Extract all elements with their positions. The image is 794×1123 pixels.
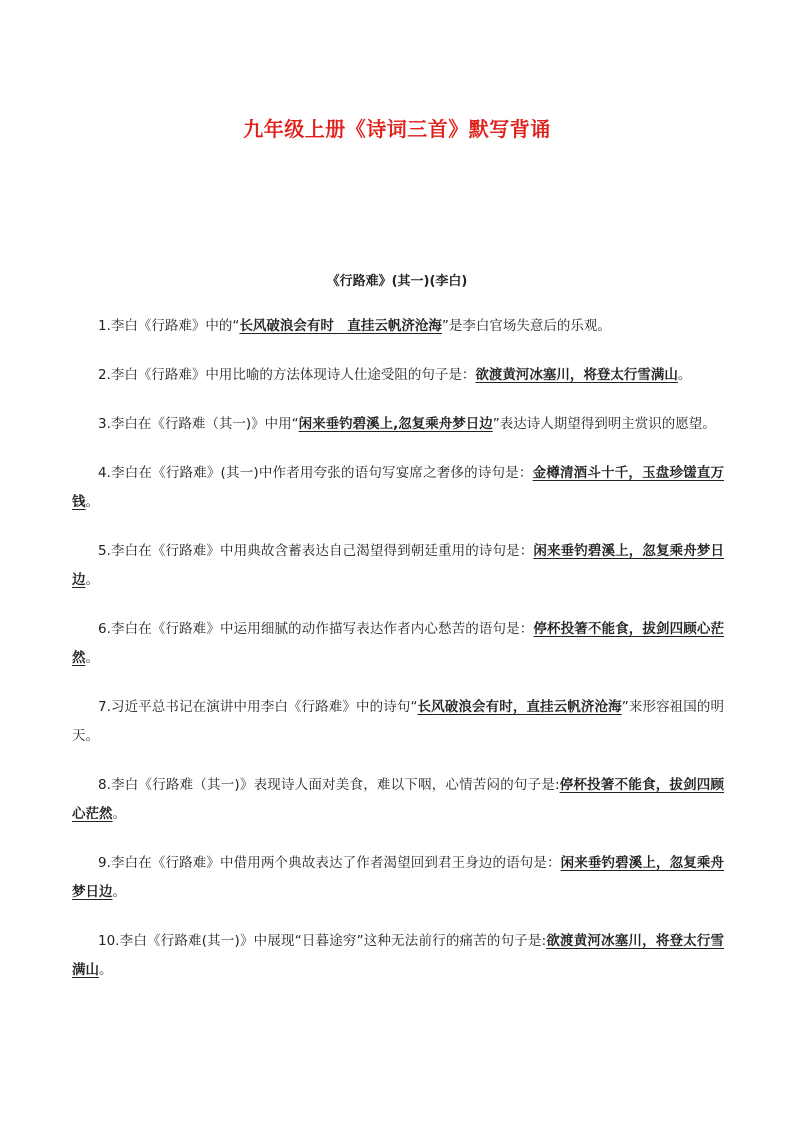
- question-item: [72, 312, 724, 341]
- question-text-end: 。: [112, 884, 126, 900]
- question-text: 2.李白《行路难》中用比喻的方法体现诗人仕途受阻的句子是：: [98, 367, 476, 383]
- answer-text: 金樽清酒斗十千，玉盘珍馐直万钱: [72, 465, 725, 510]
- answer-text: 闲来垂钓碧溪上,忽复乘舟梦日边: [298, 416, 493, 432]
- answer-text: 闲来垂钓碧溪上，忽复乘舟梦日边: [72, 855, 724, 900]
- answer-text: 停杯投箸不能食，拔剑四顾心茫然: [72, 777, 725, 822]
- question-text: 8.李白《行路难（其一)》表现诗人面对美食，难以下咽，心情苦闷的句子是:: [98, 777, 560, 793]
- question-text: 5.李白在《行路难》中用典故含蓄表达自己渴望得到朝廷重用的诗句是：: [98, 543, 534, 559]
- question-item: [72, 361, 724, 390]
- question-text: 4.李白在《行路难》(其一)中作者用夸张的语句写宴席之奢侈的诗句是：: [98, 465, 533, 481]
- question-item: [72, 410, 724, 439]
- question-text: 7.习近平总书记在演讲中用李白《行路难》中的诗句“: [98, 699, 418, 715]
- answer-text: 闲来垂钓碧溪上，忽复乘舟梦日边: [72, 543, 724, 588]
- answer-text: 长风破浪会有时 直挂云帆济沧海: [239, 318, 442, 334]
- question-text-end: ”来形容祖国的明天。: [72, 699, 725, 744]
- answer-text: 长风破浪会有时，直挂云帆济沧海: [417, 699, 622, 715]
- question-text-end: 。: [85, 494, 99, 510]
- question-text-end: 。: [677, 367, 692, 383]
- question-text: 1.李白《行路难》中的“: [98, 318, 240, 334]
- question-item: [72, 927, 724, 985]
- question-item: [72, 771, 724, 829]
- question-text: 9.李白在《行路难》中借用两个典故表达了作者渴望回到君王身边的语句是：: [98, 855, 561, 871]
- question-item: [72, 849, 724, 907]
- question-text-end: 。: [85, 572, 99, 588]
- question-list: [72, 312, 724, 1005]
- question-item: [72, 615, 724, 673]
- question-text-end: 。: [112, 806, 126, 822]
- answer-text: 停杯投箸不能食，拔剑四顾心茫然: [72, 621, 724, 666]
- answer-text: 欲渡黄河冰塞川，将登太行雪满山: [475, 367, 678, 383]
- question-text: 6.李白在《行路难》中运用细腻的动作描写表达作者内心愁苦的语句是：: [98, 621, 534, 637]
- question-text: 10.李白《行路难(其一)》中展现“日暮途穷”这种无法前行的痛苦的句子是:: [98, 933, 547, 949]
- question-text-end: 。: [85, 650, 99, 666]
- question-text-end: ”表达诗人期望得到明主赏识的愿望。: [492, 416, 716, 432]
- question-item: [72, 693, 724, 751]
- section-heading: 《行路难》(其一)(李白): [326, 274, 468, 289]
- question-text-end: ”是李白官场失意后的乐观。: [441, 318, 611, 334]
- question-text-end: 。: [99, 962, 113, 978]
- question-item: [72, 537, 724, 595]
- page-title: 九年级上册《诗词三首》默写背诵: [243, 117, 551, 141]
- answer-text: 欲渡黄河冰塞川，将登太行雪满山: [72, 933, 724, 978]
- question-text: 3.李白在《行路难（其一)》中用“: [98, 416, 299, 432]
- question-item: [72, 459, 724, 517]
